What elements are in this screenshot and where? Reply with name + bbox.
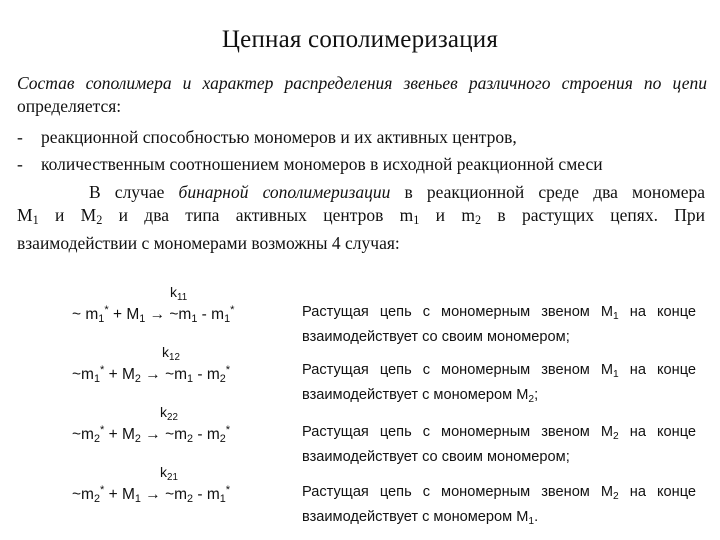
paragraph-italic: бинарной сополимеризации [178,182,391,202]
bullet-text: количественным соотношением мономеров в исходной реакционной смеси [41,154,603,174]
equation-line: $\sim m_1^* + M_2$ → $\sim m_1 - m_2^*$ [72,364,231,385]
case-description: Растущая цепь с мономерным звеном $M_2$ на конце взаимодействует с мономером $M_1$. [302,484,697,527]
paragraph-text: и M [38,205,97,225]
paragraph-text: и m [419,205,475,225]
paragraph-text: и два типа активных центров m [102,205,414,225]
case-description: Растущая цепь с мономерным звеном $M_2$ на конце взаимодействует со своим мономером; [302,424,697,465]
paragraph-line-3: взаимодействии с мономерами возможны 4 случая: [17,233,400,253]
bullet-item [17,151,707,178]
paragraph-line-2 [17,204,705,232]
rate-constant: $k_{12}$ [162,344,180,363]
intro-text [17,72,707,118]
paragraph-text: в растущих цепях. При [481,205,706,225]
bullet-dash: - [17,154,23,174]
intro-rest: определяется: [17,96,122,116]
equation-line: $\sim m_2^* + M_2$ → $\sim m_2 - m_2^*$ [72,424,231,445]
rate-constant: $k_{21}$ [160,464,178,483]
slide-title: Цепная сополимеризация [221,26,499,53]
subscript: 1 [32,213,39,227]
case-description: Растущая цепь с мономерным звеном $M_1$ на конце взаимодействует с мономером $M_2$; [302,362,697,405]
paragraph-text: в реакционной среде два мономера [390,182,706,202]
binary-paragraph [17,181,705,255]
bullet-text: реакционной способностью мономеров и их активных центров, [41,127,517,147]
rate-constant: $k_{11}$ [170,284,188,303]
subscript: 2 [474,213,482,227]
bullet-list [17,124,707,178]
paragraph-text: В случае [89,182,179,202]
paragraph-text: M [17,205,33,225]
subscript: 1 [413,213,420,227]
case-description: Растущая цепь с мономерным звеном $M_1$ на конце взаимодействует со своим мономером; [302,304,697,345]
intro-italic: Состав сополимера и характер распределения звеньев различного строения по цепи [17,73,707,93]
equation-line: ~ $m_1^* + M_1$ → $\sim m_1 - m_1^*$ [72,304,235,325]
subscript: 2 [96,213,103,227]
rate-constant: $k_{22}$ [160,404,178,423]
bullet-dash: - [17,127,23,147]
paragraph-line-1 [17,181,705,204]
bullet-item [17,124,707,151]
equation-line: $\sim m_2^* + M_1$ → $\sim m_2 - m_1^*$ [72,484,231,505]
